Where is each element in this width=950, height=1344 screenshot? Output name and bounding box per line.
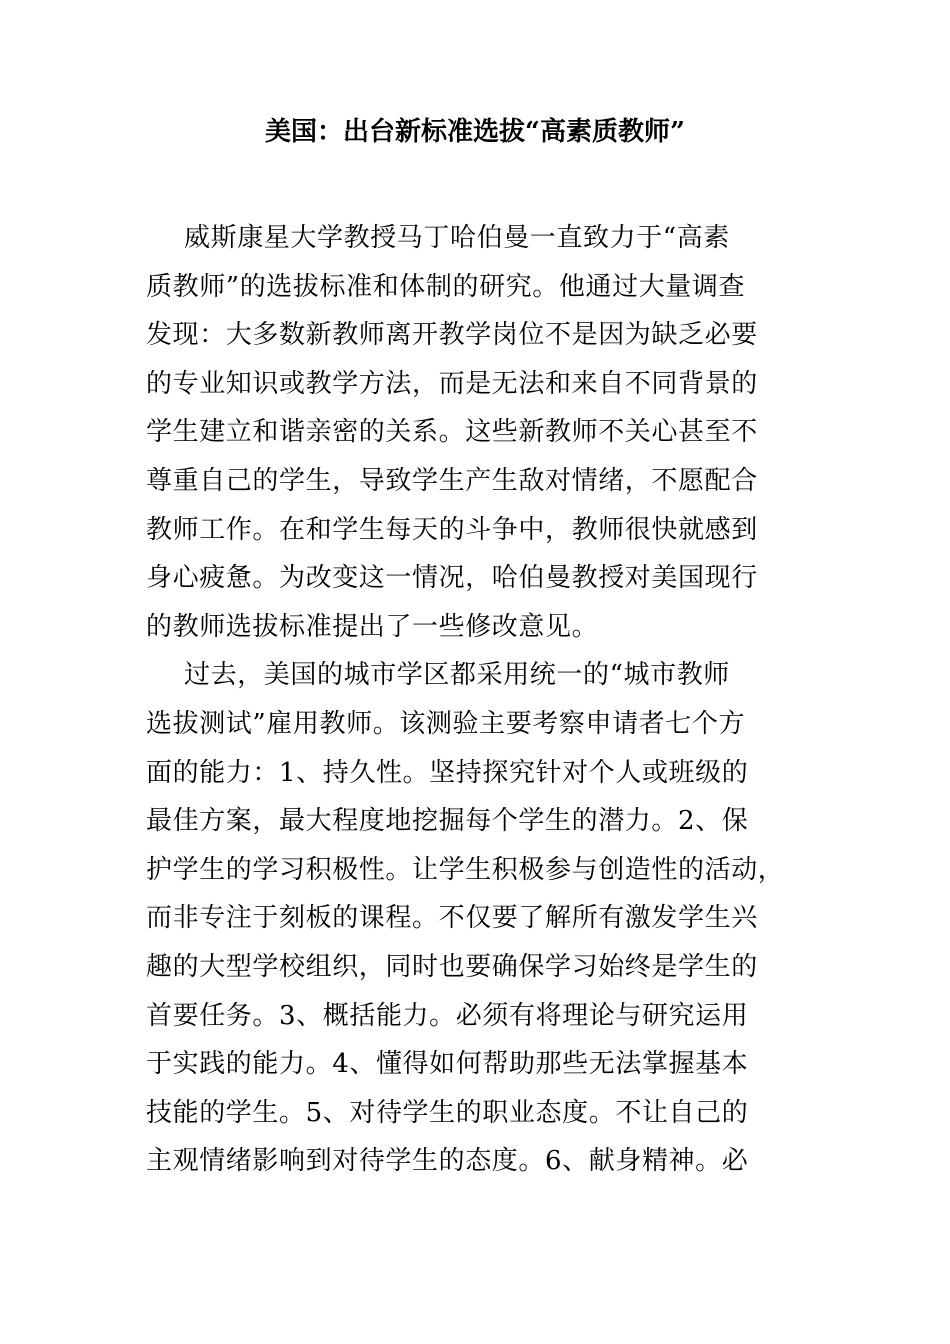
text-line: 面的能力：1、持久性。坚持探究针对个人或班级的 bbox=[146, 757, 749, 788]
text-line: 趣的大型学校组织，同时也要确保学习始终是学生的 bbox=[146, 951, 758, 982]
text-line: 主观情绪影响到对待学生的态度。6、献身精神。必 bbox=[146, 1146, 749, 1177]
text-line: 身心疲惫。为改变这一情况，哈伯曼教授对美国现行 bbox=[146, 563, 758, 594]
text-line: 技能的学生。5、对待学生的职业态度。不让自己的 bbox=[146, 1097, 749, 1128]
text-line: 质教师”的选拔标准和体制的研究。他通过大量调查 bbox=[146, 271, 746, 302]
text-line: 而非专注于刻板的课程。不仅要了解所有激发学生兴 bbox=[146, 903, 758, 934]
text-line: 威斯康星大学教授马丁哈伯曼一直致力于“高素 bbox=[184, 223, 730, 253]
text-line: 选拔测试”雇用教师。该测验主要考察申请者七个方 bbox=[146, 708, 746, 739]
text-line: 于实践的能力。4、懂得如何帮助那些无法掌握基本 bbox=[146, 1049, 749, 1080]
paragraph-1 bbox=[146, 214, 826, 651]
text-line: 最佳方案，最大程度地挖掘每个学生的潜力。2、保 bbox=[146, 806, 749, 837]
text-line: 过去，美国的城市学区都采用统一的“城市教师 bbox=[184, 660, 730, 691]
text-line: 护学生的学习积极性。让学生积极参与创造性的活动， bbox=[146, 854, 785, 885]
text-line: 的专业知识或教学方法，而是无法和来自不同背景的 bbox=[146, 368, 758, 399]
text-line: 发现：大多数新教师离开教学岗位不是因为缺乏必要 bbox=[146, 320, 758, 351]
paragraph-2 bbox=[146, 651, 826, 1186]
text-line: 的教师选拔标准提出了一些修改意见。 bbox=[146, 611, 599, 642]
text-line: 尊重自己的学生，导致学生产生敌对情绪，不愿配合 bbox=[146, 465, 758, 496]
text-line: 首要任务。3、概括能力。必须有将理论与研究运用 bbox=[146, 1000, 749, 1031]
text-line: 学生建立和谐亲密的关系。这些新教师不关心甚至不 bbox=[146, 417, 758, 448]
text-line: 教师工作。在和学生每天的斗争中，教师很快就感到 bbox=[146, 514, 758, 545]
document-body bbox=[146, 214, 826, 1186]
document-title: 美国：出台新标准选拔“高素质教师” bbox=[265, 117, 685, 147]
